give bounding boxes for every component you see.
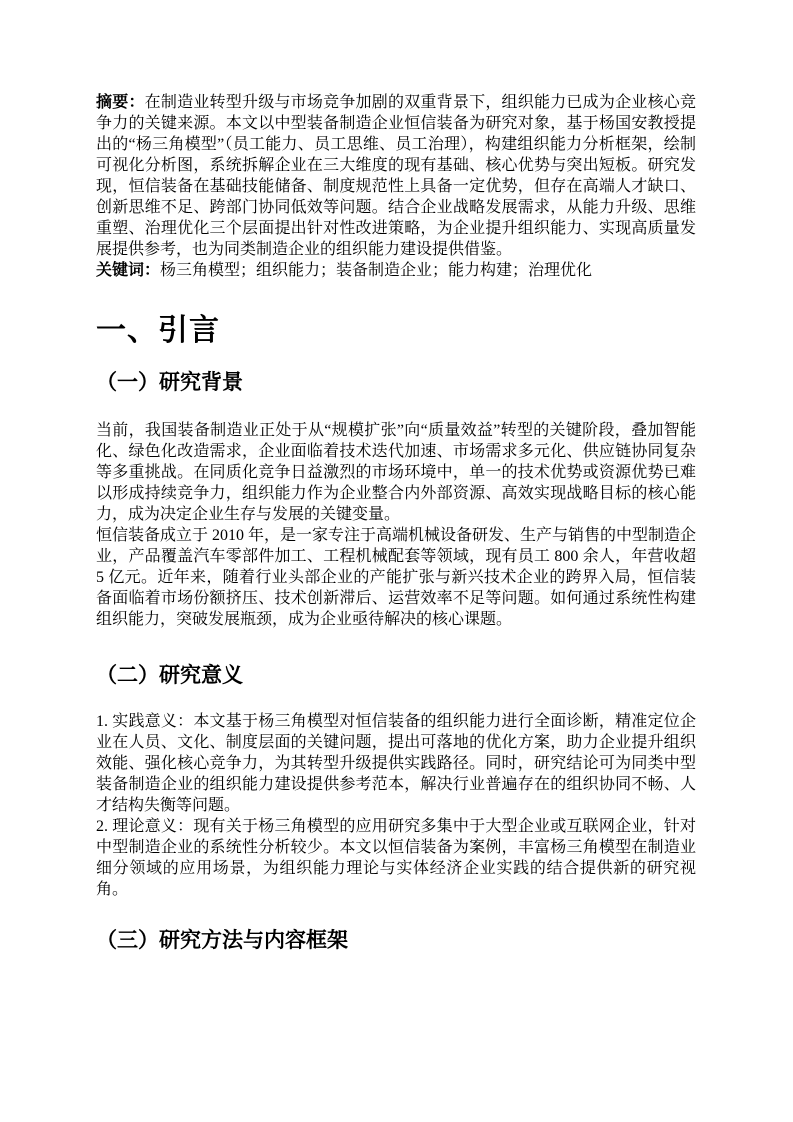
paragraph-practical-significance: 1. 实践意义：本文基于杨三角模型对恒信装备的组织能力进行全面诊断，精准定位企业在人员、文化、制度层面的关键问题，提出可落地的优化方案，助力企业提升组织效能、强化核心竞争力，为其转型升级提供实践路径。同时，研究结论可为同类中型装备制造企业的组织能力建设提供参考范本，解决行业普遍存在的组织协同不畅、人才结构失衡等问题。 [96, 713, 696, 814]
keywords-text: 杨三角模型；组织能力；装备制造企业；能力构建；治理优化 [160, 262, 593, 279]
paragraph-theoretical-significance: 2. 理论意义：现有关于杨三角模型的应用研究多集中于大型企业或互联网企业，针对中型制造企业的系统性分析较少。本文以恒信装备为案例，丰富杨三角模型在制造业细分领域的应用场景，为组织能力理论与实体经济企业实践的结合提供新的研究视角。 [96, 818, 696, 898]
abstract-text: 在制造业转型升级与市场竞争加剧的双重背景下，组织能力已成为企业核心竞争力的关键来源。本文以中型装备制造企业恒信装备为研究对象，基于杨国安教授提出的“杨三角模型”（员工能力、员工思维、员工治理），构建组织能力分析框架，绘制可视化分析图，系统拆解企业在三大维度的现有基础、核心优势与突出短板。研究发现，恒信装备在基础技能储备、制度规范性上具备一定优势，但存在高端人才缺口、创新思维不足、跨部门协同低效等问题。结合企业战略发展需求，从能力升级、思维重塑、治理优化三个层面提出针对性改进策略，为企业提升组织能力、实现高质量发展提供参考，也为同类制造企业的组织能力建设提供借鉴。 [96, 94, 696, 258]
keywords-line [96, 260, 696, 281]
abstract-paragraph [96, 92, 696, 260]
paragraph-background-2: 恒信装备成立于 2010 年，是一家专注于高端机械设备研发、生产与销售的中型制造企业，产品覆盖汽车零部件加工、工程机械配套等领域，现有员工 800 余人，年营收超 5 亿元。近年来，随着行业头部企业的产能扩张与新兴技术企业的跨界入局，恒信装备面临着市场份额挤压、技术创新滞后、运营效率不足等问题。如何通过系统性构建组织能力，突破发展瓶颈，成为企业亟待解决的核心课题。 [96, 527, 697, 628]
section-title-research-significance: （二）研究意义 [96, 664, 243, 687]
paragraph-background-1: 当前，我国装备制造业正处于从“规模扩张”向“质量效益”转型的关键阶段，叠加智能化、绿色化改造需求，企业面临着技术迭代加速、市场需求多元化、供应链协同复杂等多重挑战。在同质化竞争日益激烈的市场环境中，单一的技术优势或资源优势已难以形成持续竞争力，组织能力作为企业整合内外部资源、高效实现战略目标的核心能力，成为决定企业生存与发展的关键变量。 [96, 422, 696, 523]
abstract-label: 摘要： [96, 94, 145, 111]
chapter-title-introduction: 一、引言 [96, 314, 220, 347]
section-title-research-background: （一）研究背景 [96, 371, 243, 394]
section-title-methods-framework: （三）研究方法与内容框架 [96, 929, 348, 952]
keywords-label: 关键词： [96, 262, 161, 279]
